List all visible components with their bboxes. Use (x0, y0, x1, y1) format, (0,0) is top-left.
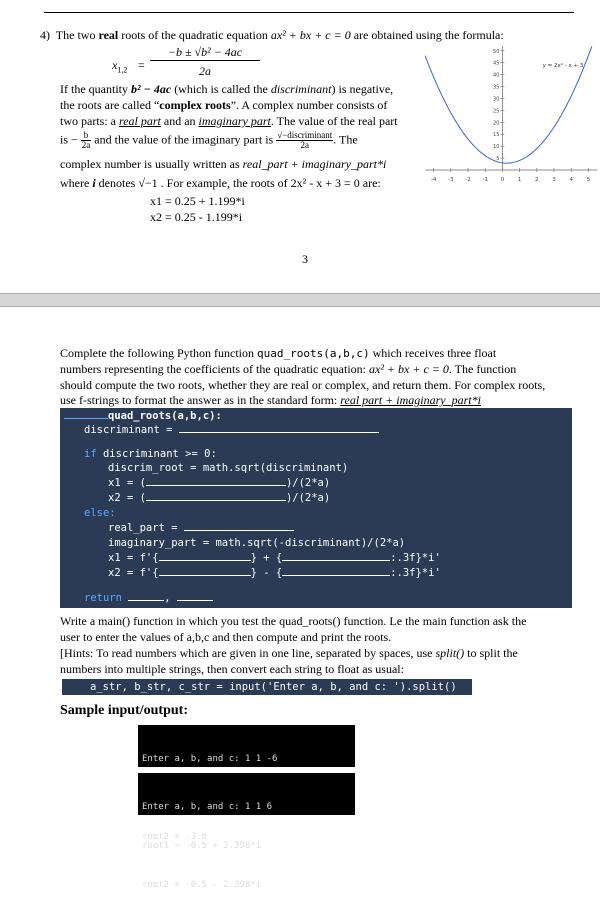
main-line2: user to enter the values of a,b,c and then compute and print the roots. (60, 630, 392, 644)
page-separator (0, 293, 600, 307)
para1-line3: two parts: a real part and an imaginary part. The value of the real part (60, 114, 398, 128)
task-line2: numbers representing the coefficients of the quadratic equation: ax² + bx + c = 0. The function (60, 362, 517, 376)
y-tick-label: 5 (496, 156, 500, 163)
page-number-3: 3 (302, 252, 308, 266)
para1-line6: where i denotes √−1 . For example, the roots of 2x² - x + 3 = 0 are: (60, 176, 381, 190)
main-line1: Write a main() function in which you test the quad_roots() function. Le the main function ask the (60, 614, 527, 628)
y-tick-label: 10 (493, 144, 500, 151)
question-number: 4) (40, 28, 50, 42)
y-tick-label: 50 (493, 48, 500, 55)
x-tick-label: 3 (552, 177, 556, 183)
function-code-block: quad_roots(a,b,c): discriminant = if discriminant >= 0: discrim_root = math.sqrt(discriminant) x1 = ( )/(2*a) x2 = ( )/(2*a) else: real_part = imaginary_part = math.sqrt(-discriminant)/(2*a) x1 = f'{ } + { :.3f}*i' x2 = f'{ } - { :.3f}*i' return , (60, 408, 572, 608)
y-tick-label: 45 (493, 60, 500, 67)
hint-line2: numbers into multiple strings, then convert each string to float as usual: (60, 662, 404, 676)
task-line3: should compute the two roots, whether they are real or complex, and return them. For complex roots, (60, 378, 546, 392)
top-rule (44, 12, 574, 13)
parabola-chart (425, 40, 600, 190)
sample-heading: Sample input/output: (60, 703, 188, 718)
x-tick-label: -3 (448, 177, 454, 183)
para1-line2: the roots are called “complex roots”. A complex number consists of (60, 98, 388, 112)
fraction-imag: $\frac{\text{√−discriminant}}{2a}$ (277, 130, 333, 150)
x-tick-label: 1 (517, 177, 522, 183)
x-tick-label: 5 (586, 177, 591, 183)
fraction-real: $\frac{b}{2a}$ (81, 130, 91, 150)
example-root1: x1 = 0.25 + 1.199*i (150, 194, 245, 208)
y-tick-label: 20 (493, 120, 500, 127)
sample-output-2: Enter a, b, and c: 1 1 6 root1 = -0.5 + 2.398*i root2 = -0.5 - 2.398*i (138, 773, 355, 815)
sample-output-1: Enter a, b, and c: 1 1 -6 root2 = -3.0 (138, 725, 355, 767)
quadratic-formula: $x_{1,2}$ = −b ± √b² − 4ac 2a (112, 44, 302, 84)
example-root2: x2 = 0.25 - 1.199*i (150, 210, 243, 224)
x-tick-label: 2 (535, 177, 539, 183)
x-tick-label: 4 (569, 177, 573, 183)
x-tick-label: -4 (430, 177, 437, 183)
y-tick-label: 15 (493, 132, 500, 139)
y-tick-label: 25 (493, 108, 500, 115)
x-tick-label: -2 (465, 177, 471, 183)
formula-numerator: −b ± √b² − 4ac (150, 45, 260, 61)
hint-line1: [Hints: To read numbers which are given in one line, separated by spaces, use split() to split the (60, 646, 518, 660)
para1-line4: is − $\frac{b}{2a}$ and the value of the imaginary part is $\frac{\text{√−discriminant}}{2a}$ . The (60, 130, 358, 150)
y-tick-label: 35 (493, 84, 500, 91)
input-code-line: a_str, b_str, c_str = input('Enter a, b, and c: ').split() (62, 679, 472, 695)
formula-denominator: 2a (199, 64, 211, 78)
task-line1: Complete the following Python function quad_roots(a,b,c) which receives three float (60, 346, 497, 360)
task-line4: use f-strings to format the answer as in the standard form: real part + imaginary_part*i (60, 393, 481, 407)
chart-title: y = 2x² - x + 3 (542, 63, 584, 69)
para1-line1: If the quantity b² − 4ac (which is called the discriminant) is negative, (60, 82, 394, 96)
para1-line5: complex number is usually written as real_part + imaginary_part*i (60, 157, 387, 171)
x-tick-label: 0 (500, 177, 505, 183)
y-tick-label: 30 (493, 96, 500, 103)
y-tick-label: 40 (493, 72, 500, 79)
question-line: 4) The two real roots of the quadratic equation ax² + bx + c = 0 are obtained using the formula: (40, 28, 504, 42)
x-tick-label: -1 (482, 177, 488, 183)
